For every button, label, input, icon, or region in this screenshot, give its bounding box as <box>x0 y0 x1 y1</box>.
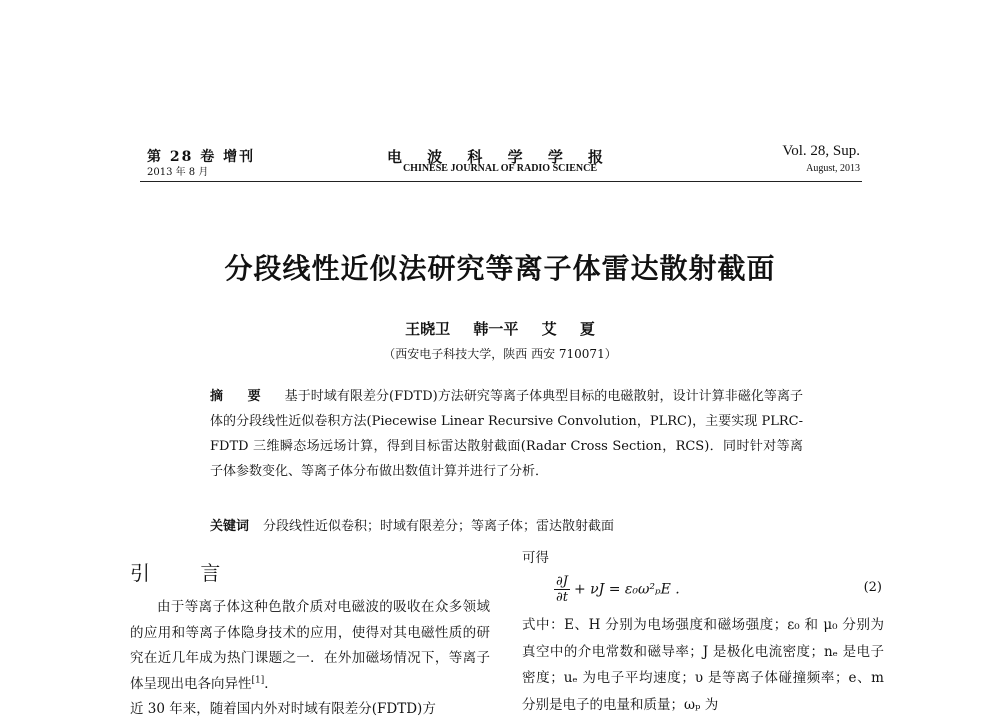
keywords <box>210 515 614 534</box>
equation-rest: + νJ = ε₀ω²ₚE . <box>573 581 680 598</box>
abstract-text: 基于时域有限差分(FDTD)方法研究等离子体典型目标的电磁散射，设计计算非磁化等离子体的分段线性近似卷积方法(Piecewise Linear Recursive Convolution，PLRC)，主要实现 PLRC-FDTD 三维瞬态场远场计算，得到目标雷达散射截面(Radar Cross Section，RCS)．同时针对等离子体参数变化、等离子体分布做出数值计算并进行了分析． <box>210 389 803 479</box>
header-rule <box>140 181 862 182</box>
section-heading-intro: 引 言 <box>130 561 243 585</box>
partial-fraction <box>554 574 570 605</box>
keywords-label: 关键词 <box>210 519 250 534</box>
date-cn: 2013 年 8 月 <box>147 167 209 178</box>
volume-en: Vol. 28, Sup. <box>782 143 860 159</box>
symbol-definitions: 式中：E、H 分别为电场强度和磁场强度；ε₀ 和 μ₀ 分别为真空中的介电常数和磁导率；J 是极化电流密度；nₑ 是电子密度；uₑ 为电子平均速度；υ 是等离子体碰撞频率；e、m 分别是电子的电量和质量；ωₚ 为 <box>522 617 884 713</box>
intro-paragraph-text: 由于等离子体这种色散介质对电磁波的吸收在众多领域的应用和等离子体隐身技术的应用，使得对其电磁性质的研究在近几年成为热门课题之一．在外加磁场情况下，等离子体呈现出电各向异性 <box>130 599 490 692</box>
journal-name-cn: 电 波 科 学 学 报 <box>386 148 614 166</box>
authors: 王晓卫 韩一平 艾 夏 <box>405 320 595 338</box>
equation-2 <box>554 574 680 605</box>
abstract <box>210 384 803 484</box>
fraction-denominator: ∂t <box>555 590 568 605</box>
fraction-numerator: ∂J <box>556 574 568 589</box>
abstract-label: 摘 要 <box>210 389 271 404</box>
equation-number: (2) <box>863 580 882 595</box>
intro-paragraph: 由于等离子体这种色散介质对电磁波的吸收在众多领域的应用和等离子体隐身技术的应用，使得对其电磁性质的研究在近几年成为热门课题之一．在外加磁场情况下，等离子体呈现出电各向异性[1]． <box>130 599 490 692</box>
affiliation: （西安电子科技大学，陕西 西安 710071） <box>383 347 617 361</box>
keli-text: 可得 <box>522 550 549 566</box>
paper-title: 分段线性近似法研究等离子体雷达散射截面 <box>224 252 776 285</box>
intro-body <box>130 595 490 723</box>
journal-name-en: CHINESE JOURNAL OF RADIO SCIENCE <box>402 163 598 174</box>
citation: [1] <box>251 675 265 685</box>
keywords-text: 分段线性近似卷积；时域有限差分；等离子体；雷达散射截面 <box>263 519 615 534</box>
volume-cn: 第 28 卷 增刊 <box>147 149 256 165</box>
intro-cut-line: 近 30 年来，随着国内外对时域有限差分(FDTD)方 <box>130 701 436 717</box>
date-en: August, 2013 <box>806 163 860 174</box>
